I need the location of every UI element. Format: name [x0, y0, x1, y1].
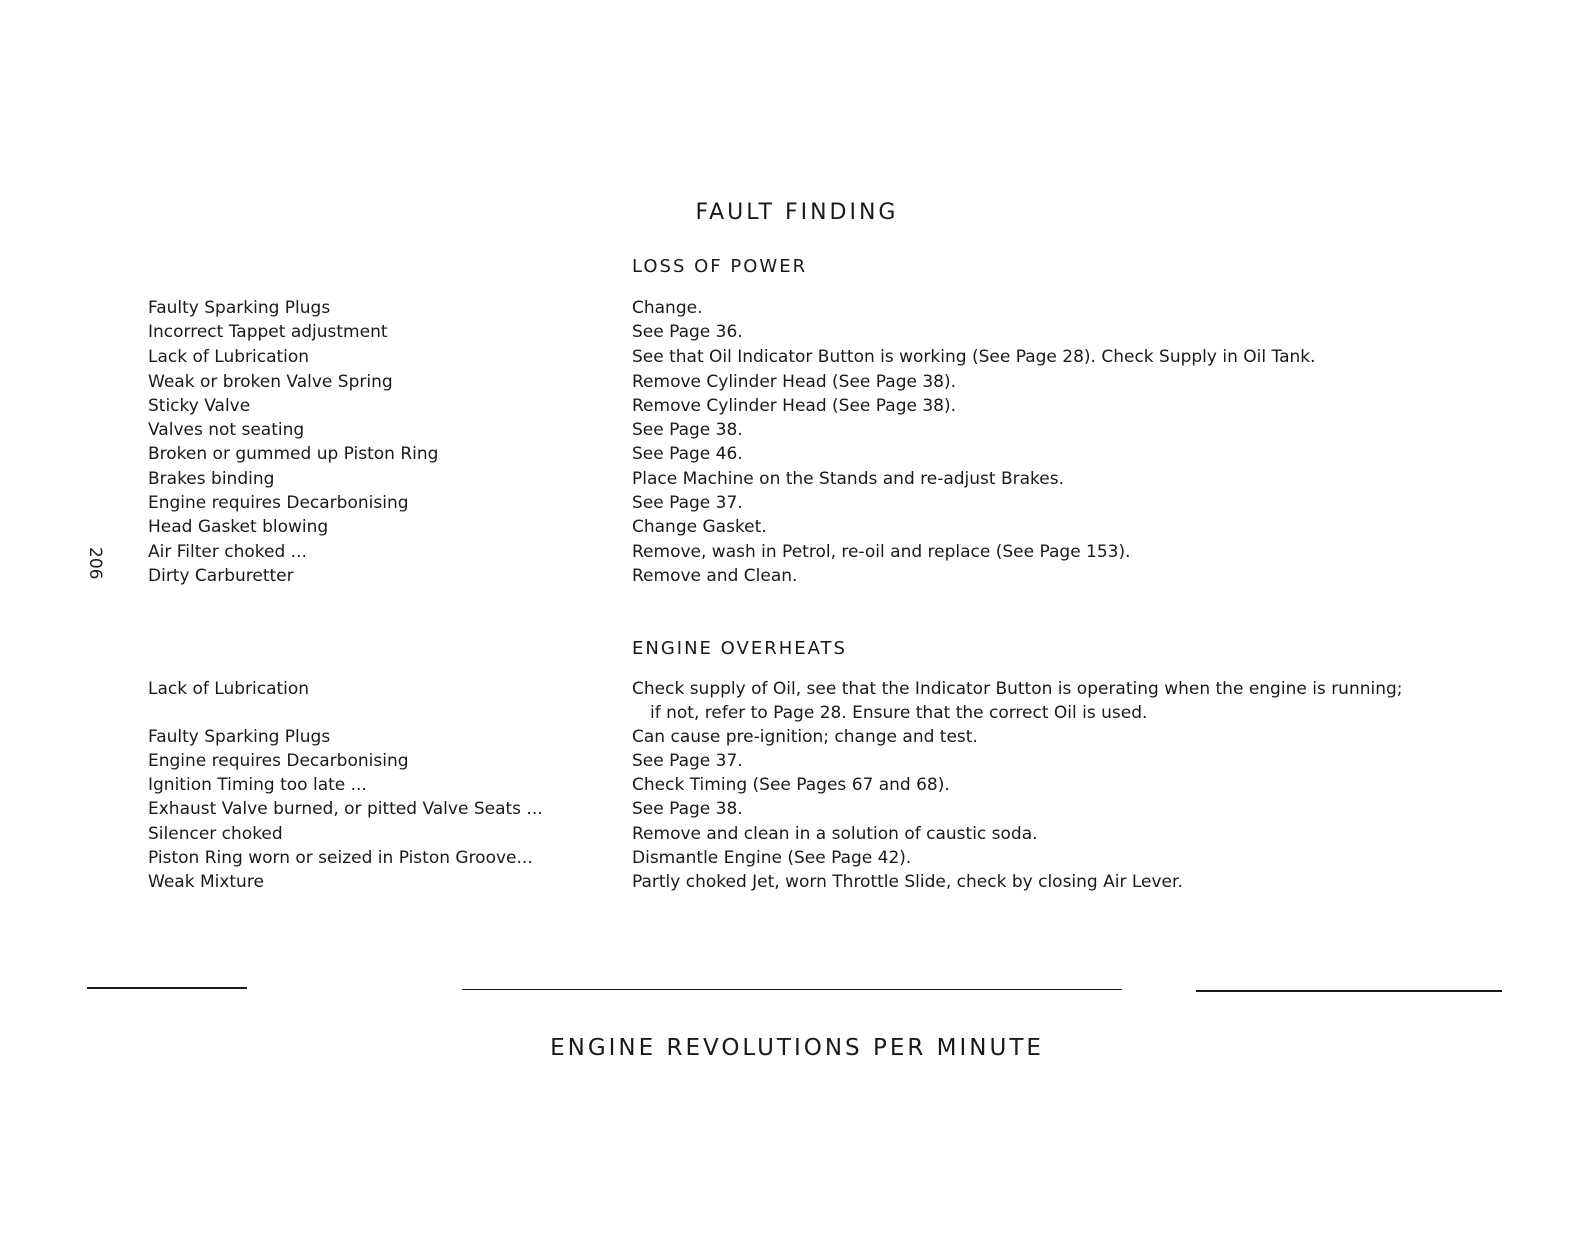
fault-cause: Lack of Lubrication	[148, 347, 310, 367]
fault-remedy: Dismantle Engine (See Page 42).	[632, 848, 912, 868]
fault-remedy: Place Machine on the Stands and re-adjust Brakes.	[632, 469, 1065, 489]
fault-cause: Faulty Sparking Plugs	[148, 298, 331, 318]
fault-row	[0, 320, 1594, 344]
fault-row	[0, 491, 1594, 515]
fault-remedy: See Page 36.	[632, 322, 743, 342]
fault-remedy: Change Gasket.	[632, 517, 767, 537]
fault-cause: Exhaust Valve burned, or pitted Valve Seats ...	[148, 799, 543, 819]
fault-remedy: Remove Cylinder Head (See Page 38).	[632, 396, 957, 416]
fault-remedy: Remove and Clean.	[632, 566, 798, 586]
fault-remedy-continued: if not, refer to Page 28. Ensure that the correct Oil is used.	[650, 703, 1148, 723]
fault-cause: Broken or gummed up Piston Ring	[148, 444, 439, 464]
section-title-engine-rpm: ENGINE REVOLUTIONS PER MINUTE	[550, 1035, 1044, 1061]
fault-row	[0, 345, 1594, 369]
fault-row	[0, 797, 1594, 821]
fault-cause: Faulty Sparking Plugs	[148, 727, 331, 747]
fault-remedy: Remove Cylinder Head (See Page 38).	[632, 372, 957, 392]
divider-rule	[1196, 990, 1502, 992]
fault-row	[0, 564, 1594, 588]
fault-cause: Ignition Timing too late ...	[148, 775, 367, 795]
fault-cause: Weak or broken Valve Spring	[148, 372, 393, 392]
fault-cause: Incorrect Tappet adjustment	[148, 322, 388, 342]
fault-cause: Air Filter choked ...	[148, 542, 307, 562]
fault-cause: Silencer choked	[148, 824, 283, 844]
fault-row	[0, 296, 1594, 320]
page-title: FAULT FINDING	[695, 200, 899, 225]
fault-cause: Brakes binding	[148, 469, 275, 489]
fault-remedy: See Page 37.	[632, 751, 743, 771]
fault-cause: Lack of Lubrication	[148, 679, 310, 699]
fault-cause: Engine requires Decarbonising	[148, 493, 409, 513]
fault-remedy: Can cause pre-ignition; change and test.	[632, 727, 978, 747]
fault-row	[0, 846, 1594, 870]
fault-row	[0, 442, 1594, 466]
fault-cause: Engine requires Decarbonising	[148, 751, 409, 771]
fault-remedy: See Page 37.	[632, 493, 743, 513]
fault-remedy: See Page 38.	[632, 799, 743, 819]
fault-row	[0, 677, 1594, 723]
fault-row	[0, 394, 1594, 418]
fault-remedy: See Page 46.	[632, 444, 743, 464]
fault-remedy: Check Timing (See Pages 67 and 68).	[632, 775, 950, 795]
divider-rule	[462, 989, 1122, 990]
fault-remedy: Check supply of Oil, see that the Indicator Button is operating when the engine is running;	[632, 679, 1403, 699]
fault-row	[0, 418, 1594, 442]
fault-cause: Piston Ring worn or seized in Piston Groove...	[148, 848, 533, 868]
fault-row	[0, 725, 1594, 749]
section-heading-loss-of-power: LOSS OF POWER	[632, 256, 808, 277]
page-number: 206	[85, 547, 105, 580]
fault-cause: Weak Mixture	[148, 872, 264, 892]
fault-cause: Valves not seating	[148, 420, 305, 440]
fault-cause: Dirty Carburetter	[148, 566, 294, 586]
fault-row	[0, 773, 1594, 797]
fault-cause: Sticky Valve	[148, 396, 251, 416]
fault-row	[0, 467, 1594, 491]
fault-row	[0, 822, 1594, 846]
fault-remedy: Change.	[632, 298, 703, 318]
fault-remedy: See that Oil Indicator Button is working (See Page 28). Check Supply in Oil Tank.	[632, 347, 1316, 367]
fault-cause: Head Gasket blowing	[148, 517, 329, 537]
fault-row	[0, 749, 1594, 773]
fault-row	[0, 870, 1594, 894]
section-heading-engine-overheats: ENGINE OVERHEATS	[632, 638, 847, 659]
fault-remedy: Remove and clean in a solution of caustic soda.	[632, 824, 1038, 844]
fault-row	[0, 370, 1594, 394]
fault-remedy: Remove, wash in Petrol, re-oil and replace (See Page 153).	[632, 542, 1131, 562]
divider-rule	[87, 987, 247, 989]
fault-remedy: Partly choked Jet, worn Throttle Slide, check by closing Air Lever.	[632, 872, 1183, 892]
fault-remedy: See Page 38.	[632, 420, 743, 440]
fault-row	[0, 540, 1594, 564]
fault-row	[0, 515, 1594, 539]
